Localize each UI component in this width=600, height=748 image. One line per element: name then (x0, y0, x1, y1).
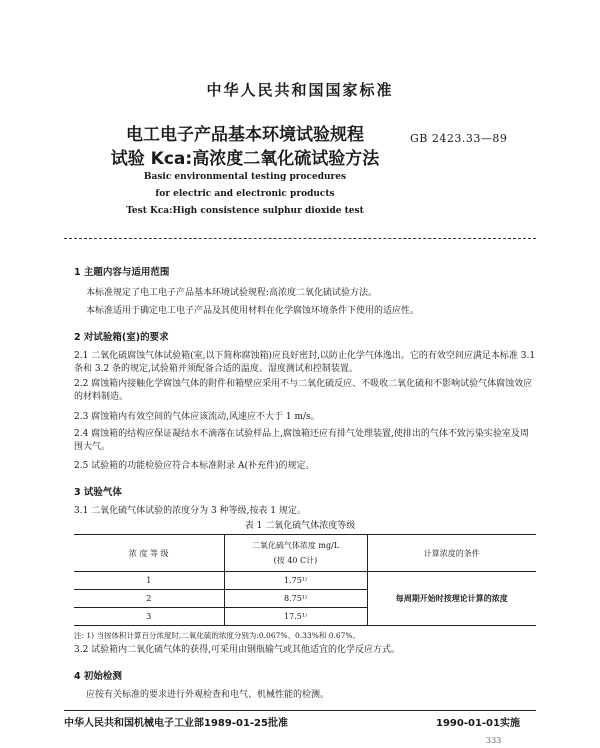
effective-date: 1990-01-01实施 (436, 718, 520, 729)
concentration-header-line2: (按 40 C计) (273, 556, 318, 565)
grade-cell: 1 (74, 572, 224, 590)
clause-2-4: 2.4 腐蚀箱的结构应保证凝结水不滴落在试验样品上,腐蚀箱还应有排气处理装置,使排出的气体不致污染实验室及周围大气。 (74, 429, 529, 452)
table-header-concentration (224, 535, 367, 572)
header-divider (64, 238, 536, 239)
english-title-line1: Basic environmental testing procedures (143, 172, 347, 182)
section-1-paragraph-2: 本标准适用于确定电工电子产品及其使用材料在化学腐蚀环境条件下使用的适应性。 (86, 306, 420, 316)
table-1-title: 表 1 二氧化硫气体浓度等级 (244, 521, 356, 531)
table-1-note: 注: 1) 当按体积计算百分浓度时,二氧化硫的浓度分别为:0.067%、0.33%和 0.67%。 (74, 631, 361, 640)
document-title-line1: 电工电子产品基本环境试验规程 (126, 125, 364, 145)
clause-2-2: 2.2 腐蚀箱内接触化学腐蚀气体的附件和箱壁应采用不与二氧化硫反应、不吸收二氧化硫和不影响试验气体腐蚀效应的材料制造。 (74, 379, 533, 402)
method-cell: 每周期开始时按理论计算的浓度 (367, 572, 536, 626)
section-2-heading: 2 对试验箱(室)的要求 (74, 332, 169, 343)
document-title-line2: 试验 Kca:高浓度二氧化硫试验方法 (110, 149, 380, 169)
section-4-heading: 4 初始检测 (74, 671, 122, 682)
clause-3-2: 3.2 试验箱内二氧化硫气体的获得,可采用由钢瓶输气或其他适宜的化学反应方式。 (74, 645, 401, 655)
standard-number: GB 2423.33—89 (410, 132, 508, 145)
english-title-line2: for electric and electronic products (155, 189, 335, 199)
clause-3-1: 3.1 二氧化硫气体试验的浓度分为 3 种等级,按表 1 规定。 (74, 506, 306, 516)
concentration-table (74, 534, 536, 626)
section-1-paragraph-1: 本标准规定了电工电子产品基本环境试验规程:高浓度二氧化硫试验方法。 (86, 288, 378, 298)
concentration-cell: 17.5¹⁾ (224, 608, 367, 626)
section-4-paragraph: 应按有关标准的要求进行外观检查和电气、机械性能的检测。 (86, 690, 330, 700)
approval-info: 中华人民共和国机械电子工业部1989-01-25批准 (64, 718, 288, 729)
clause-2-5: 2.5 试验箱的功能检验应符合本标准附录 A(补充件)的规定。 (74, 461, 315, 471)
table-row (74, 572, 536, 590)
table-header-grade: 浓 度 等 级 (74, 535, 224, 572)
page-number: 333 (486, 736, 502, 745)
clause-2-3: 2.3 腐蚀箱内有效空间的气体应该流动,风速应不大于 1 m/s。 (74, 412, 320, 422)
section-1-heading: 1 主题内容与适用范围 (74, 267, 170, 278)
grade-cell: 3 (74, 608, 224, 626)
concentration-header-line1: 二氧化硫气体浓度 mg/L (251, 541, 340, 550)
clause-2-1: 2.1 二氧化硫腐蚀气体试验箱(室,以下简称腐蚀箱)应良好密封,以防止化学气体逸出。它的有效空间应满足本标准 3.1 条和 3.2 条的规定,试验箱并须配备合适的温度、湿度测试和控制装置。 (74, 351, 536, 374)
section-3-heading: 3 试验气体 (74, 487, 122, 498)
english-title-line3: Test Kca:High consistence sulphur dioxide test (126, 206, 364, 216)
table-header-method: 计算浓度的条件 (367, 535, 536, 572)
footer-divider (64, 710, 536, 711)
national-standard-heading: 中华人民共和国国家标准 (206, 81, 394, 99)
concentration-cell: 8.75¹⁾ (224, 590, 367, 608)
concentration-cell: 1.75¹⁾ (224, 572, 367, 590)
grade-cell: 2 (74, 590, 224, 608)
